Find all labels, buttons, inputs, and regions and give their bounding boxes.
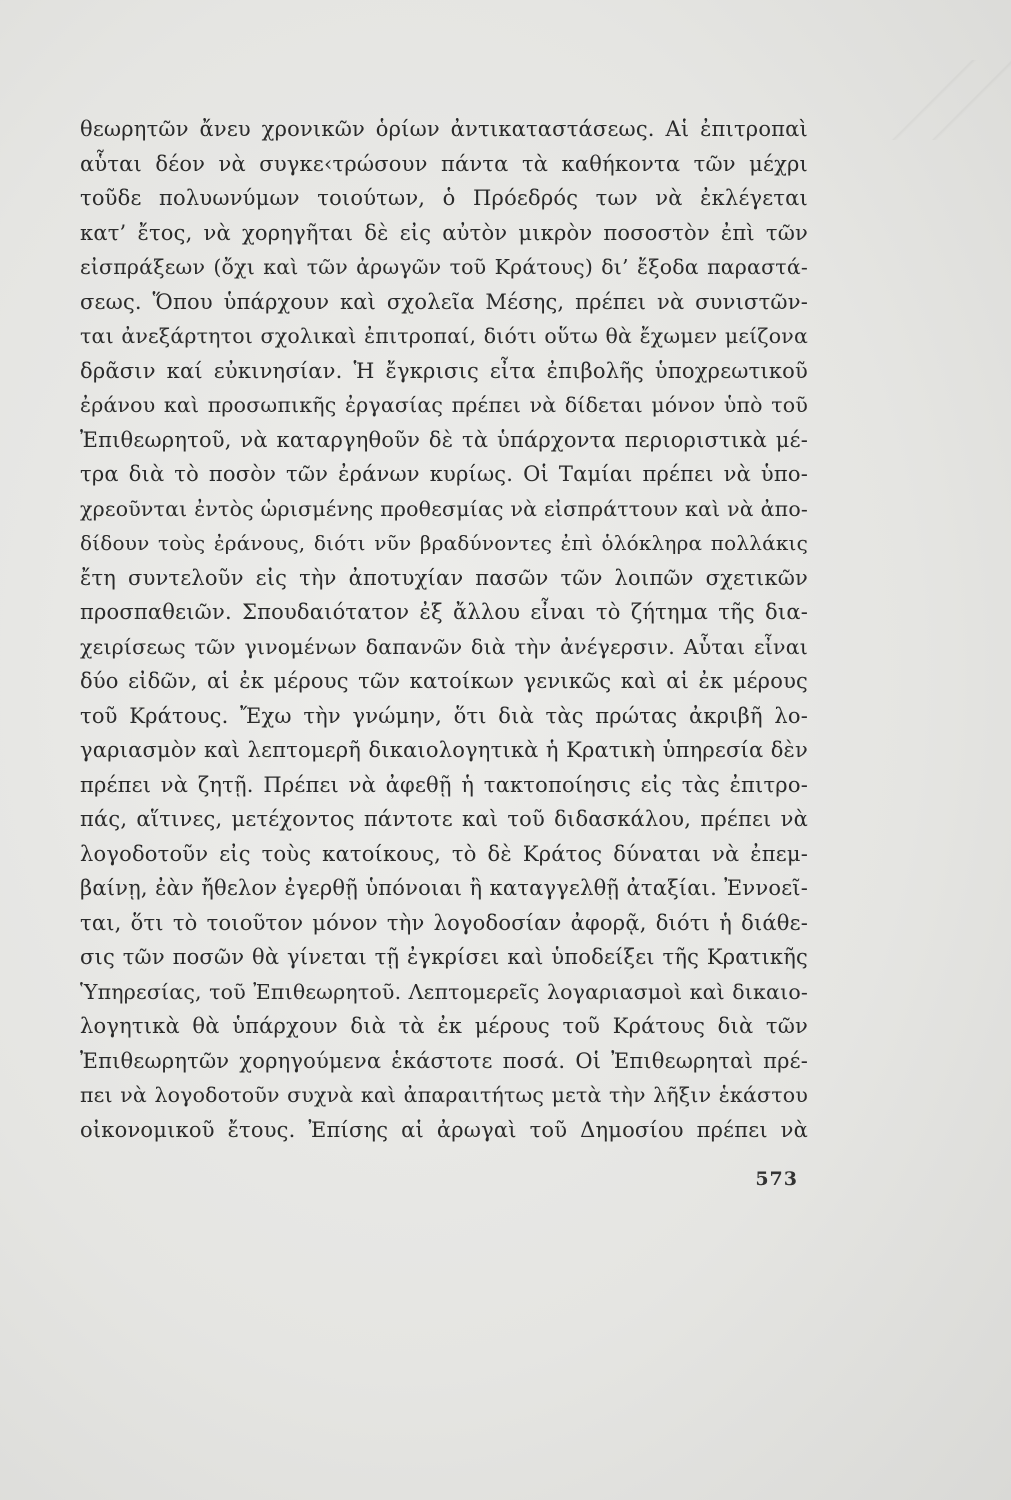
text-line: λογοδοτοῦν εἰς τοὺς κατοίκους, τὸ δὲ Κράτος δύναται νὰ ἐπεμ- bbox=[80, 841, 808, 866]
text-line: αὗται δέον νὰ συγκε‹τρώσουν πάντα τὰ καθήκοντα τῶν μέχρι bbox=[80, 151, 808, 176]
text-line: Ἐπιθεωρητοῦ, νὰ καταργηθοῦν δὲ τὰ ὑπάρχοντα περιοριστικὰ μέ- bbox=[80, 427, 808, 452]
text-line: ται ἀνεξάρτητοι σχολικαὶ ἐπιτροπαί, διότι οὕτω θὰ ἔχωμεν μείζονα bbox=[80, 324, 808, 348]
bleed-through-shadow bbox=[891, 60, 1011, 140]
text-line: δίδουν τοὺς ἐράνους, διότι νῦν βραδύνοντες ἐπὶ ὁλόκληρα πολλάκις bbox=[80, 531, 808, 555]
text-line: κατ’ ἔτος, νὰ χορηγῆται δὲ εἰς αὐτὸν μικρὸν ποσοστὸν ἐπὶ τῶν bbox=[80, 220, 808, 245]
text-line: χρεοῦνται ἐντὸς ὡρισμένης προθεσμίας νὰ εἰσπράττουν καὶ νὰ ἀπο- bbox=[80, 496, 808, 521]
text-line: θεωρητῶν ἄνευ χρονικῶν ὁρίων ἀντικαταστάσεως. Αἱ ἐπιτροπαὶ bbox=[80, 117, 808, 141]
text-line: γαριασμὸν καὶ λεπτομερῆ δικαιολογητικὰ ἡ Κρατικὴ ὑπηρεσία δὲν bbox=[80, 738, 808, 762]
text-line: σις τῶν ποσῶν θὰ γίνεται τῇ ἐγκρίσει καὶ ὑποδείξει τῆς Κρατικῆς bbox=[80, 945, 808, 969]
text-line: οἰκονομικοῦ ἔτους. Ἐπίσης αἱ ἀρωγαὶ τοῦ Δημοσίου πρέπει νὰ bbox=[80, 1117, 808, 1142]
text-line: προσπαθειῶν. Σπουδαιότατον ἐξ ἄλλου εἶναι τὸ ζήτημα τῆς δια- bbox=[80, 600, 808, 624]
text-line: τρα διὰ τὸ ποσὸν τῶν ἐράνων κυρίως. Οἱ Ταμίαι πρέπει νὰ ὑπο- bbox=[80, 462, 808, 486]
text-line: τοῦδε πολυωνύμων τοιούτων, ὁ Πρόεδρός των νὰ ἐκλέγεται bbox=[80, 186, 808, 210]
text-line: εἰσπράξεων (ὄχι καὶ τῶν ἀρωγῶν τοῦ Κράτους) δι’ ἔξοδα παραστά- bbox=[80, 255, 808, 279]
text-line: τοῦ Κράτους. Ἔχω τὴν γνώμην, ὅτι διὰ τὰς πρώτας ἀκριβῆ λο- bbox=[80, 703, 808, 728]
text-line: ἐράνου καὶ προσωπικῆς ἐργασίας πρέπει νὰ δίδεται μόνον ὑπὸ τοῦ bbox=[80, 393, 808, 417]
text-line: δρᾶσιν καί εὐκινησίαν. Ἡ ἔγκρισις εἶτα ἐπιβολῆς ὑποχρεωτικοῦ bbox=[80, 358, 808, 383]
text-line: λογητικὰ θὰ ὑπάρχουν διὰ τὰ ἐκ μέρους τοῦ Κράτους διὰ τῶν bbox=[80, 1014, 808, 1038]
text-line: σεως. Ὅπου ὑπάρχουν καὶ σχολεῖα Μέσης, πρέπει νὰ συνιστῶν- bbox=[80, 289, 808, 314]
text-line: ἔτη συντελοῦν εἰς τὴν ἀποτυχίαν πασῶν τῶν λοιπῶν σχετικῶν bbox=[80, 565, 808, 590]
text-line: Ὑπηρεσίας, τοῦ Ἐπιθεωρητοῦ. Λεπτομερεῖς λογαριασμοὶ καὶ δικαιο- bbox=[80, 979, 808, 1004]
text-line: Ἐπιθεωρητῶν χορηγούμενα ἑκάστοτε ποσά. Οἱ Ἐπιθεωρηταὶ πρέ- bbox=[80, 1048, 808, 1073]
text-line: πάς, αἵτινες, μετέχοντος πάντοτε καὶ τοῦ διδασκάλου, πρέπει νὰ bbox=[80, 807, 808, 831]
text-line: βαίνῃ, ἐὰν ἤθελον ἐγερθῇ ὑπόνοιαι ἢ καταγγελθῇ ἀταξίαι. Ἐννοεῖ- bbox=[80, 876, 808, 900]
text-line: πει νὰ λογοδοτοῦν συχνὰ καὶ ἀπαραιτήτως μετὰ τὴν λῆξιν ἑκάστου bbox=[80, 1083, 808, 1107]
body-text bbox=[80, 112, 808, 1147]
text-line: πρέπει νὰ ζητῇ. Πρέπει νὰ ἀφεθῇ ἡ τακτοποίησις εἰς τὰς ἐπιτρο- bbox=[80, 772, 808, 797]
text-line: δύο εἰδῶν, αἱ ἐκ μέρους τῶν κατοίκων γενικῶς καὶ αἱ ἐκ μέρους bbox=[80, 669, 808, 693]
page-number: 573 bbox=[755, 1168, 798, 1190]
text-line: χειρίσεως τῶν γινομένων δαπανῶν διὰ τὴν ἀνέγερσιν. Αὗται εἶναι bbox=[80, 634, 808, 659]
text-line: ται, ὅτι τὸ τοιοῦτον μόνον τὴν λογοδοσίαν ἀφορᾷ, διότι ἡ διάθε- bbox=[80, 910, 808, 935]
